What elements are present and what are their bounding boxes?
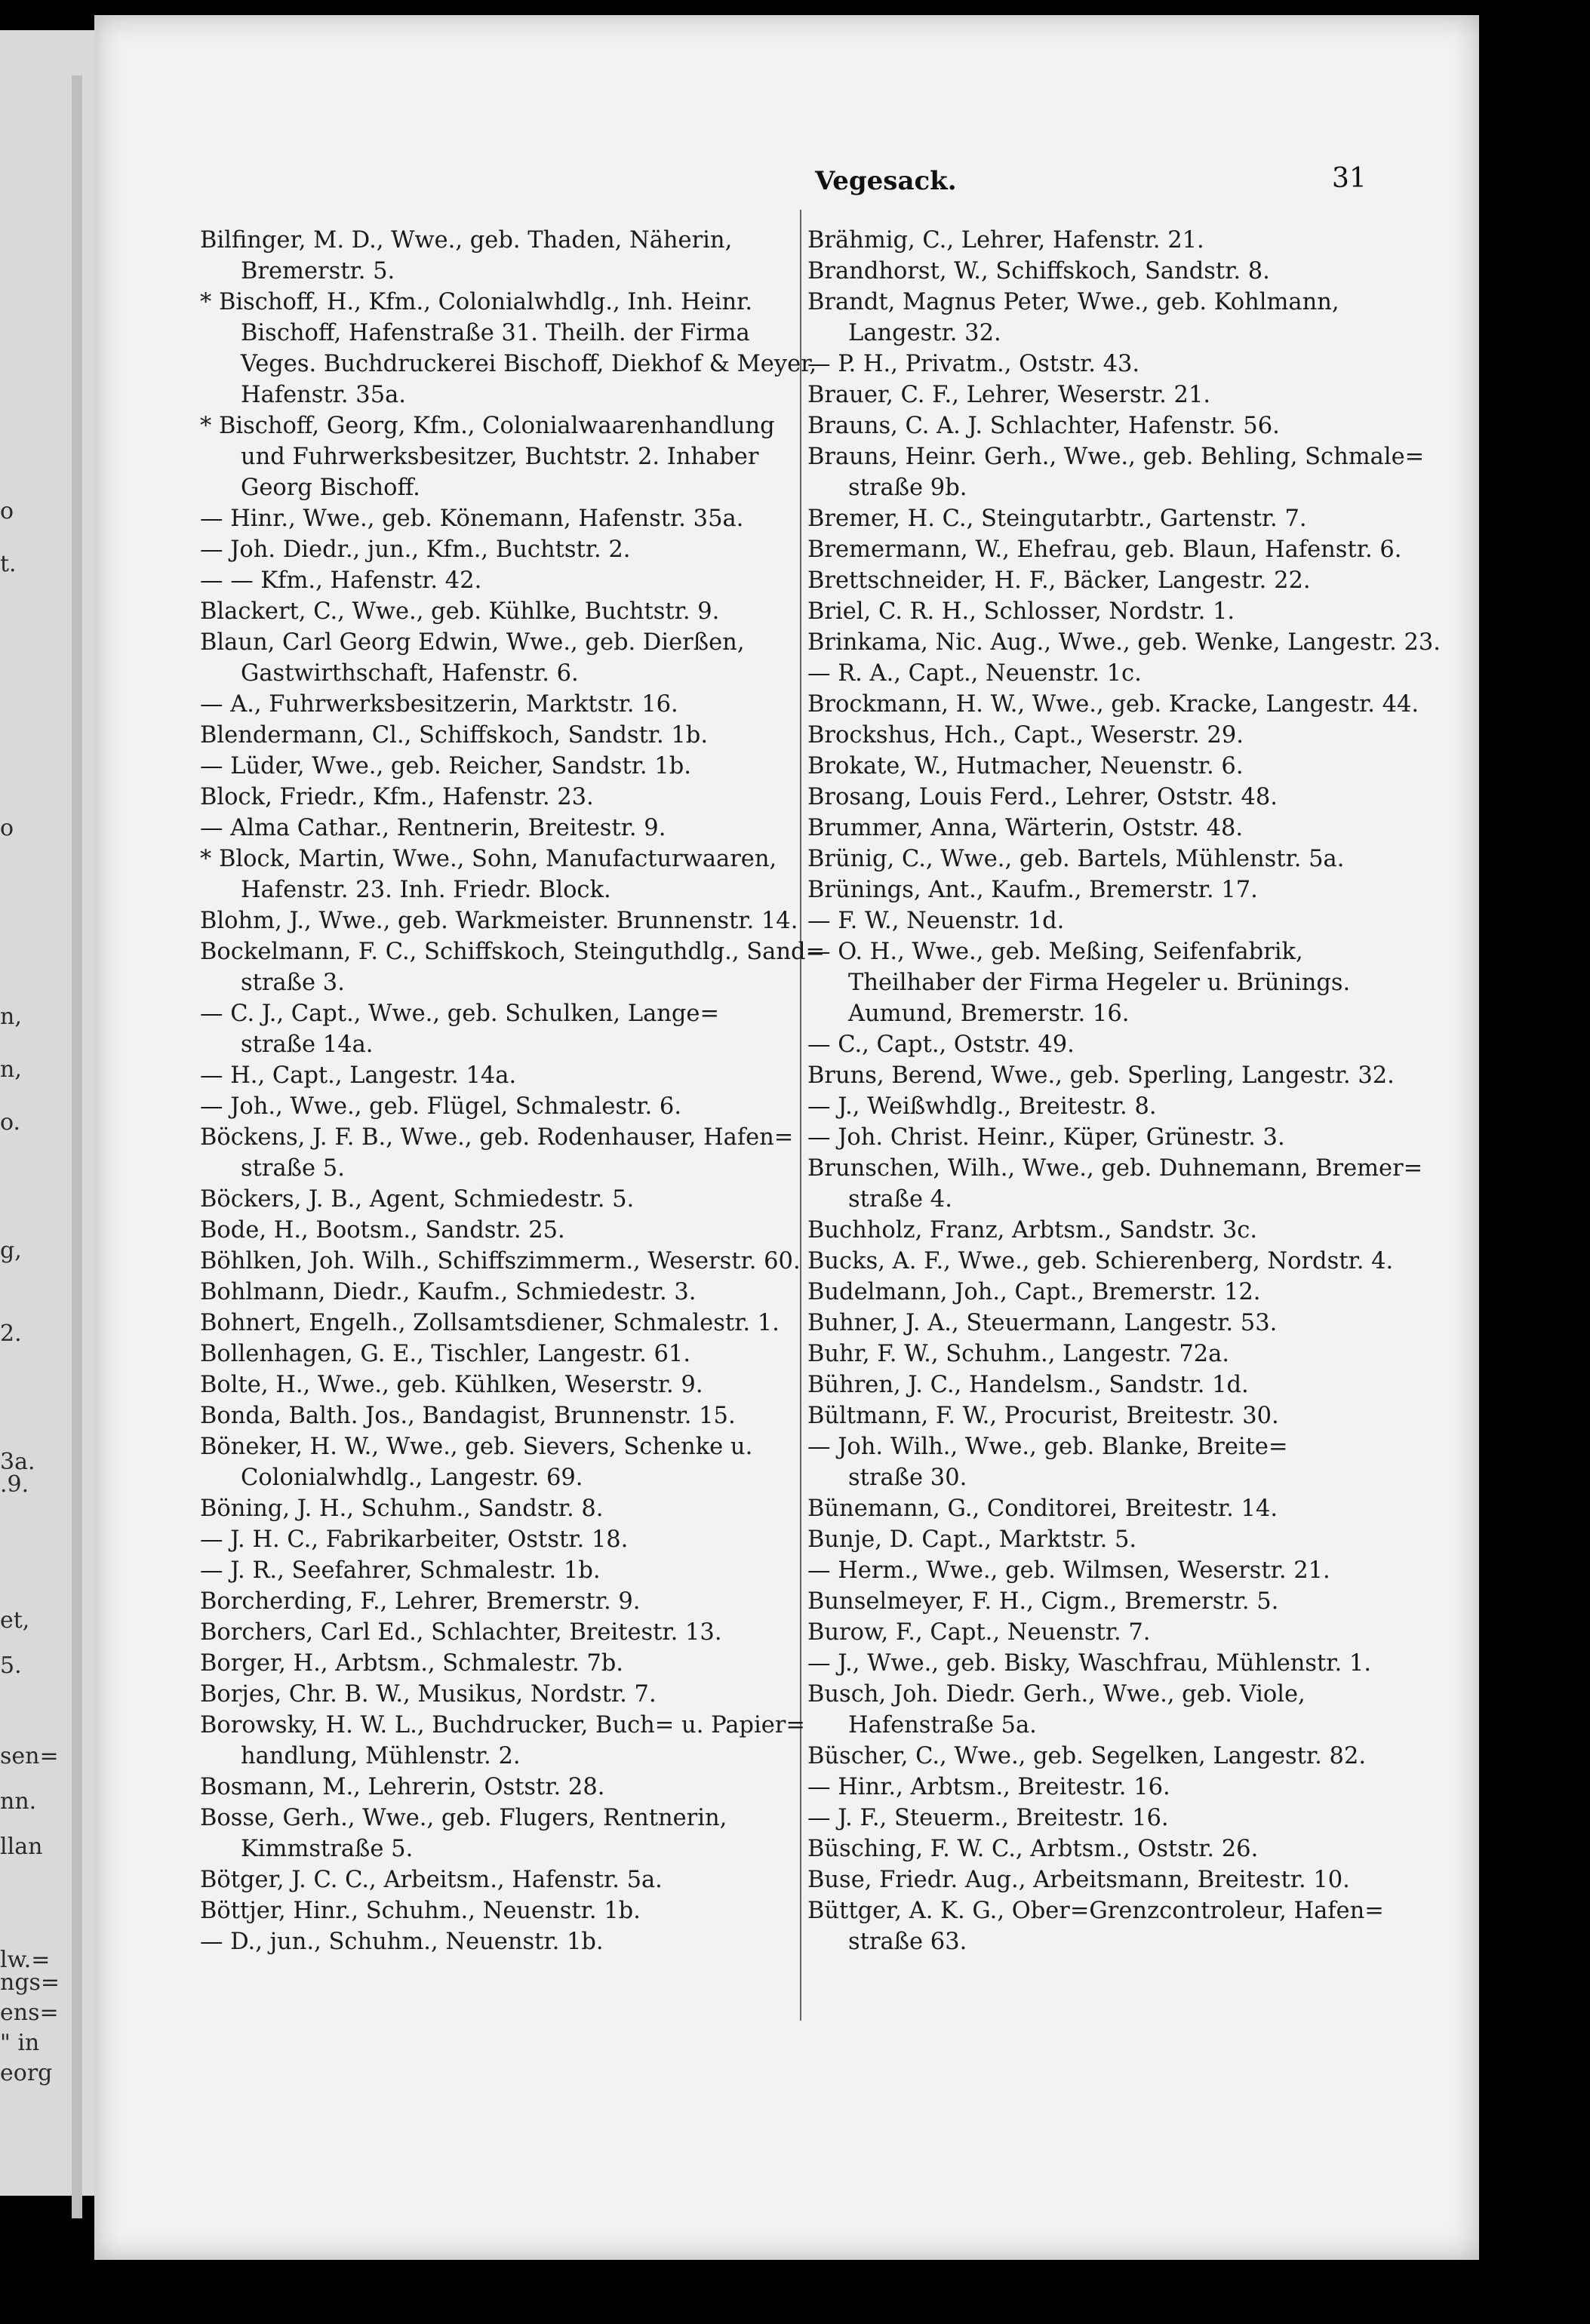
directory-line: straße 14a. <box>241 1031 374 1058</box>
previous-page-text-fragment: 2. <box>0 1320 22 1347</box>
directory-line: Brokate, W., Hutmacher, Neuenstr. 6. <box>807 753 1244 779</box>
directory-line: Bunje, D. Capt., Marktstr. 5. <box>807 1526 1137 1553</box>
directory-line: Bohnert, Engelh., Zollsamtsdiener, Schmalestr. 1. <box>200 1310 780 1336</box>
directory-line: Buse, Friedr. Aug., Arbeitsmann, Breitestr. 10. <box>807 1867 1350 1893</box>
directory-line: Bremer, H. C., Steingutarbtr., Gartenstr. 7. <box>807 506 1307 532</box>
directory-line: Brettschneider, H. F., Bäcker, Langestr. 22. <box>807 567 1311 594</box>
directory-line: Buchholz, Franz, Arbtsm., Sandstr. 3c. <box>807 1217 1258 1243</box>
directory-line: — Hinr., Wwe., geb. Könemann, Hafenstr. 35a. <box>200 506 744 532</box>
directory-line: Bühren, J. C., Handelsm., Sandstr. 1d. <box>807 1372 1249 1398</box>
directory-line: Briel, C. R. H., Schlosser, Nordstr. 1. <box>807 598 1235 625</box>
previous-page-text-fragment: o <box>0 498 14 524</box>
previous-page-text-fragment: .9. <box>0 1471 29 1498</box>
directory-line: Böneker, H. W., Wwe., geb. Sievers, Schenke u. <box>200 1434 753 1460</box>
directory-line: Veges. Buchdruckerei Bischoff, Diekhof & Meyer, <box>241 351 817 377</box>
directory-line: Aumund, Bremerstr. 16. <box>848 1001 1130 1027</box>
previous-page-text-fragment: " in <box>0 2030 40 2056</box>
directory-line: — Joh., Wwe., geb. Flügel, Schmalestr. 6. <box>200 1093 682 1120</box>
book-page <box>94 15 1479 2260</box>
directory-line: Brunschen, Wilh., Wwe., geb. Duhnemann, Bremer= <box>807 1155 1423 1182</box>
directory-line: Bötger, J. C. C., Arbeitsm., Hafenstr. 5a. <box>200 1867 663 1893</box>
directory-line: Bohlmann, Diedr., Kaufm., Schmiedestr. 3. <box>200 1279 697 1305</box>
directory-line: Hafenstraße 5a. <box>848 1712 1037 1738</box>
directory-line: — Joh. Christ. Heinr., Küper, Grünestr. 3. <box>807 1124 1285 1151</box>
directory-line: handlung, Mühlenstr. 2. <box>241 1743 521 1769</box>
directory-line: Hafenstr. 35a. <box>241 382 406 408</box>
directory-line: — Joh. Diedr., jun., Kfm., Buchtstr. 2. <box>200 536 631 563</box>
directory-line: Budelmann, Joh., Capt., Bremerstr. 12. <box>807 1279 1261 1305</box>
directory-line: Brähmig, C., Lehrer, Hafenstr. 21. <box>807 227 1204 254</box>
previous-page-text-fragment: ens= <box>0 2000 59 2026</box>
directory-line: Kimmstraße 5. <box>241 1836 414 1862</box>
page-number: 31 <box>1332 163 1367 194</box>
right-column <box>807 225 1441 1957</box>
directory-line: Bosmann, M., Lehrerin, Oststr. 28. <box>200 1774 605 1800</box>
directory-line: Bolte, H., Wwe., geb. Kühlken, Weserstr. 9. <box>200 1372 703 1398</box>
directory-line: — Hinr., Arbtsm., Breitestr. 16. <box>807 1774 1170 1800</box>
directory-line: — Lüder, Wwe., geb. Reicher, Sandstr. 1b. <box>200 753 691 779</box>
directory-line: straße 30. <box>848 1465 967 1491</box>
directory-line: Brandhorst, W., Schiffskoch, Sandstr. 8. <box>807 258 1270 284</box>
directory-line: Borjes, Chr. B. W., Musikus, Nordstr. 7. <box>200 1681 657 1708</box>
directory-line: — D., jun., Schuhm., Neuenstr. 1b. <box>200 1929 604 1955</box>
directory-line: Bültmann, F. W., Procurist, Breitestr. 30. <box>807 1403 1279 1429</box>
directory-line: Brünings, Ant., Kaufm., Bremerstr. 17. <box>807 877 1258 903</box>
previous-page-text-fragment: t. <box>0 551 17 577</box>
directory-line: Brauns, Heinr. Gerh., Wwe., geb. Behling, Schmale= <box>807 444 1425 470</box>
page-header <box>94 163 1479 204</box>
directory-line: Theilhaber der Firma Hegeler u. Brünings. <box>848 970 1351 996</box>
directory-line: Brauer, C. F., Lehrer, Weserstr. 21. <box>807 382 1211 408</box>
previous-page-text-fragment: sen= <box>0 1743 59 1769</box>
directory-line: Borger, H., Arbtsm., Schmalestr. 7b. <box>200 1650 623 1677</box>
directory-line: straße 5. <box>241 1155 345 1182</box>
previous-page-text-fragment: n, <box>0 1056 22 1083</box>
directory-line: Bosse, Gerh., Wwe., geb. Flugers, Rentnerin, <box>200 1805 727 1831</box>
directory-line: Block, Friedr., Kfm., Hafenstr. 23. <box>200 784 594 810</box>
directory-line: Langestr. 32. <box>848 320 1001 346</box>
directory-line: — P. H., Privatm., Oststr. 43. <box>807 351 1140 377</box>
directory-line: Buhner, J. A., Steuermann, Langestr. 53. <box>807 1310 1278 1336</box>
directory-line: — R. A., Capt., Neuenstr. 1c. <box>807 660 1142 687</box>
directory-line: Büscher, C., Wwe., geb. Segelken, Langestr. 82. <box>807 1743 1367 1769</box>
directory-line: Gastwirthschaft, Hafenstr. 6. <box>241 660 579 687</box>
directory-line: Brandt, Magnus Peter, Wwe., geb. Kohlmann, <box>807 289 1339 315</box>
previous-page-text-fragment: lw.= <box>0 1947 51 1973</box>
directory-line: Borcherding, F., Lehrer, Bremerstr. 9. <box>200 1588 641 1615</box>
directory-line: Busch, Joh. Diedr. Gerh., Wwe., geb. Viole, <box>807 1681 1306 1708</box>
directory-line: — Herm., Wwe., geb. Wilmsen, Weserstr. 21. <box>807 1557 1330 1584</box>
directory-line: Georg Bischoff. <box>241 475 420 501</box>
previous-page-text-fragment: eorg <box>0 2060 53 2086</box>
directory-line: Brünig, C., Wwe., geb. Bartels, Mühlenstr. 5a. <box>807 846 1345 872</box>
directory-line: und Fuhrwerksbesitzer, Buchtstr. 2. Inhaber <box>241 444 759 470</box>
directory-line: Blohm, J., Wwe., geb. Warkmeister. Brunnenstr. 14. <box>200 908 798 934</box>
directory-line: — O. H., Wwe., geb. Meßing, Seifenfabrik, <box>807 939 1303 965</box>
previous-page-text-fragment: et, <box>0 1607 30 1634</box>
directory-line: Bremermann, W., Ehefrau, geb. Blaun, Hafenstr. 6. <box>807 536 1402 563</box>
directory-line: Blaun, Carl Georg Edwin, Wwe., geb. Dierßen, <box>200 629 745 656</box>
left-column <box>200 225 826 1957</box>
previous-page-edge <box>0 30 100 2196</box>
directory-line: — C. J., Capt., Wwe., geb. Schulken, Lange= <box>200 1001 720 1027</box>
directory-line: Borowsky, H. W. L., Buchdrucker, Buch= u. Papier= <box>200 1712 805 1738</box>
directory-line: straße 4. <box>848 1186 952 1213</box>
directory-line: Böning, J. H., Schuhm., Sandstr. 8. <box>200 1496 604 1522</box>
directory-line: — J. H. C., Fabrikarbeiter, Oststr. 18. <box>200 1526 629 1553</box>
directory-line: Bilfinger, M. D., Wwe., geb. Thaden, Näherin, <box>200 227 733 254</box>
directory-line: Böttjer, Hinr., Schuhm., Neuenstr. 1b. <box>200 1898 641 1924</box>
directory-line: Böckens, J. F. B., Wwe., geb. Rodenhauser, Hafen= <box>200 1124 794 1151</box>
previous-page-text-fragment: 5. <box>0 1652 22 1679</box>
previous-page-text-fragment: 3a. <box>0 1449 35 1475</box>
previous-page-text-fragment: ngs= <box>0 1969 60 1996</box>
directory-line: Böhlken, Joh. Wilh., Schiffszimmerm., Weserstr. 60. <box>200 1248 801 1274</box>
directory-line: — J. F., Steuerm., Breitestr. 16. <box>807 1805 1169 1831</box>
directory-line: — J. R., Seefahrer, Schmalestr. 1b. <box>200 1557 601 1584</box>
directory-line: Brockshus, Hch., Capt., Weserstr. 29. <box>807 722 1244 749</box>
directory-line: * Bischoff, H., Kfm., Colonialwhdlg., Inh. Heinr. <box>200 289 753 315</box>
directory-line: Bockelmann, F. C., Schiffskoch, Steinguthdlg., Sand= <box>200 939 826 965</box>
previous-page-text-fragment: n, <box>0 1004 22 1030</box>
previous-page-text-fragment: nn. <box>0 1788 37 1815</box>
previous-page-text-fragment: o <box>0 815 14 841</box>
directory-line: — J., Weißwhdlg., Breitestr. 8. <box>807 1093 1157 1120</box>
directory-line: Brockmann, H. W., Wwe., geb. Kracke, Langestr. 44. <box>807 691 1419 718</box>
directory-line: Hafenstr. 23. Inh. Friedr. Block. <box>241 877 611 903</box>
directory-line: Burow, F., Capt., Neuenstr. 7. <box>807 1619 1151 1646</box>
directory-line: — Joh. Wilh., Wwe., geb. Blanke, Breite= <box>807 1434 1288 1460</box>
directory-line: * Block, Martin, Wwe., Sohn, Manufacturwaaren, <box>200 846 777 872</box>
directory-line: — — Kfm., Hafenstr. 42. <box>200 567 482 594</box>
previous-page-fold <box>72 75 82 2218</box>
directory-line: straße 9b. <box>848 475 967 501</box>
directory-line: straße 63. <box>848 1929 967 1955</box>
directory-line: straße 3. <box>241 970 345 996</box>
directory-line: — A., Fuhrwerksbesitzerin, Marktstr. 16. <box>200 691 678 718</box>
directory-line: — F. W., Neuenstr. 1d. <box>807 908 1065 934</box>
directory-line: Bode, H., Bootsm., Sandstr. 25. <box>200 1217 565 1243</box>
directory-line: Colonialwhdlg., Langestr. 69. <box>241 1465 583 1491</box>
previous-page-text-fragment: llan <box>0 1834 43 1860</box>
directory-line: Borchers, Carl Ed., Schlachter, Breitestr. 13. <box>200 1619 722 1646</box>
directory-line: Brosang, Louis Ferd., Lehrer, Oststr. 48. <box>807 784 1278 810</box>
directory-line: — Alma Cathar., Rentnerin, Breitestr. 9. <box>200 815 666 841</box>
directory-line: Blendermann, Cl., Schiffskoch, Sandstr. 1b. <box>200 722 709 749</box>
previous-page-text-fragment: o. <box>0 1109 21 1136</box>
directory-line: — J., Wwe., geb. Bisky, Waschfrau, Mühlenstr. 1. <box>807 1650 1372 1677</box>
directory-line: Bollenhagen, G. E., Tischler, Langestr. 61. <box>200 1341 691 1367</box>
previous-page-text-fragment: g, <box>0 1237 22 1264</box>
directory-line: Böckers, J. B., Agent, Schmiedestr. 5. <box>200 1186 635 1213</box>
directory-line: Buhr, F. W., Schuhm., Langestr. 72a. <box>807 1341 1230 1367</box>
directory-line: Bunselmeyer, F. H., Cigm., Bremerstr. 5. <box>807 1588 1279 1615</box>
directory-line: Bünemann, G., Conditorei, Breitestr. 14. <box>807 1496 1278 1522</box>
directory-line: Bucks, A. F., Wwe., geb. Schierenberg, Nordstr. 4. <box>807 1248 1394 1274</box>
directory-line: Brinkama, Nic. Aug., Wwe., geb. Wenke, Langestr. 23. <box>807 629 1441 656</box>
directory-line: Büttger, A. K. G., Ober=Grenzcontroleur, Hafen= <box>807 1898 1384 1924</box>
directory-line: * Bischoff, Georg, Kfm., Colonialwaarenhandlung <box>200 413 775 439</box>
directory-line: Brummer, Anna, Wärterin, Oststr. 48. <box>807 815 1244 841</box>
running-head: Vegesack. <box>815 166 957 196</box>
directory-line: Bremerstr. 5. <box>241 258 395 284</box>
directory-line: Büsching, F. W. C., Arbtsm., Oststr. 26. <box>807 1836 1259 1862</box>
directory-line: — H., Capt., Langestr. 14a. <box>200 1062 517 1089</box>
directory-line: Bischoff, Hafenstraße 31. Theilh. der Firma <box>241 320 750 346</box>
directory-line: — C., Capt., Oststr. 49. <box>807 1031 1075 1058</box>
directory-line: Brauns, C. A. J. Schlachter, Hafenstr. 56. <box>807 413 1280 439</box>
directory-line: Blackert, C., Wwe., geb. Kühlke, Buchtstr. 9. <box>200 598 720 625</box>
directory-line: Bruns, Berend, Wwe., geb. Sperling, Langestr. 32. <box>807 1062 1395 1089</box>
directory-line: Bonda, Balth. Jos., Bandagist, Brunnenstr. 15. <box>200 1403 736 1429</box>
